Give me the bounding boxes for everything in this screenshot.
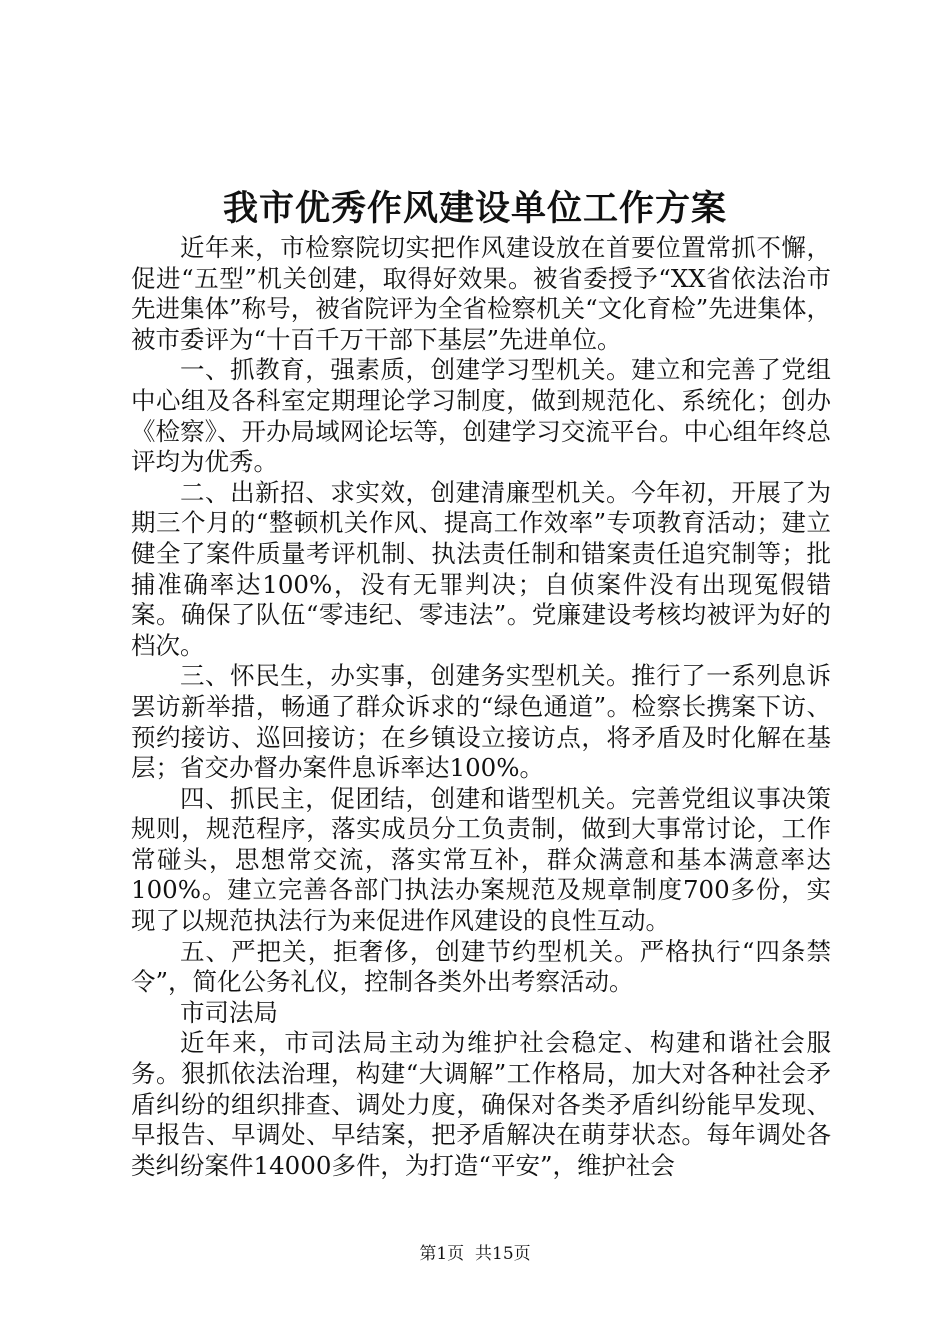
page-footer — [0, 1242, 950, 1266]
paragraph-intro: 近年来，市检察院切实把作风建设放在首要位置常抓不懈，促进“五型”机关创建，取得好效果。被省委授予“XX省依法治市先进集体”称号，被省院评为全省检察机关“文化育检”先进集体，被市委评为“十百千万干部下基层”先进单位。 — [131, 233, 831, 354]
paragraph-justice-bureau: 近年来，市司法局主动为维护社会稳定、构建和谐社会服务。狠抓依法治理，构建“大调解”工作格局，加大对各种社会矛盾纠纷的组织排查、调处力度，确保对各类矛盾纠纷能早发现、早报告、早调处、早结案，把矛盾解决在萌芽状态。每年调处各类纠纷案件14000多件，为打造“平安”，维护社会 — [131, 1028, 831, 1180]
paragraph-section-5: 五、严把关，拒奢侈，创建节约型机关。严格执行“四条禁令”，简化公务礼仪，控制各类外出考察活动。 — [131, 936, 831, 997]
page-total: 共15页 — [475, 1244, 531, 1264]
paragraph-section-1: 一、抓教育，强素质，创建学习型机关。建立和完善了党组中心组及各科室定期理论学习制度，做到规范化、系统化；创办《检察》、开办局域网论坛等，创建学习交流平台。中心组年终总评均为优秀。 — [131, 355, 831, 477]
page-number: 第1页 — [419, 1244, 465, 1264]
paragraph-section-4: 四、抓民主，促团结，创建和谐型机关。完善党组议事决策规则，规范程序，落实成员分工负责制，做到大事常讨论，工作常碰头，思想常交流，落实常互补，群众满意和基本满意率达100%。建立完善各部门执法办案规范及规章制度700多份，实现了以规范执法行为来促进作风建设的良性互动。 — [131, 783, 831, 936]
paragraph-section-3: 三、怀民生，办实事，创建务实型机关。推行了一系列息诉罢访新举措，畅通了群众诉求的“绿色通道”。检察长携案下访、预约接访、巡回接访；在乡镇设立接访点，将矛盾及时化解在基层；省交办督办案件息诉率达100%。 — [131, 661, 831, 783]
section-heading-justice-bureau: 市司法局 — [180, 997, 278, 1027]
paragraph-section-2: 二、出新招、求实效，创建清廉型机关。今年初，开展了为期三个月的“整顿机关作风、提高工作效率”专项教育活动；建立健全了案件质量考评机制、执法责任制和错案责任追究制等；批捕准确率达100%，没有无罪判决；自侦案件没有出现冤假错案。确保了队伍“零违纪、零违法”。党廉建设考核均被评为好的档次。 — [131, 477, 831, 660]
document-body — [131, 233, 831, 1181]
page-title: 我市优秀作风建设单位工作方案 — [222, 188, 727, 229]
